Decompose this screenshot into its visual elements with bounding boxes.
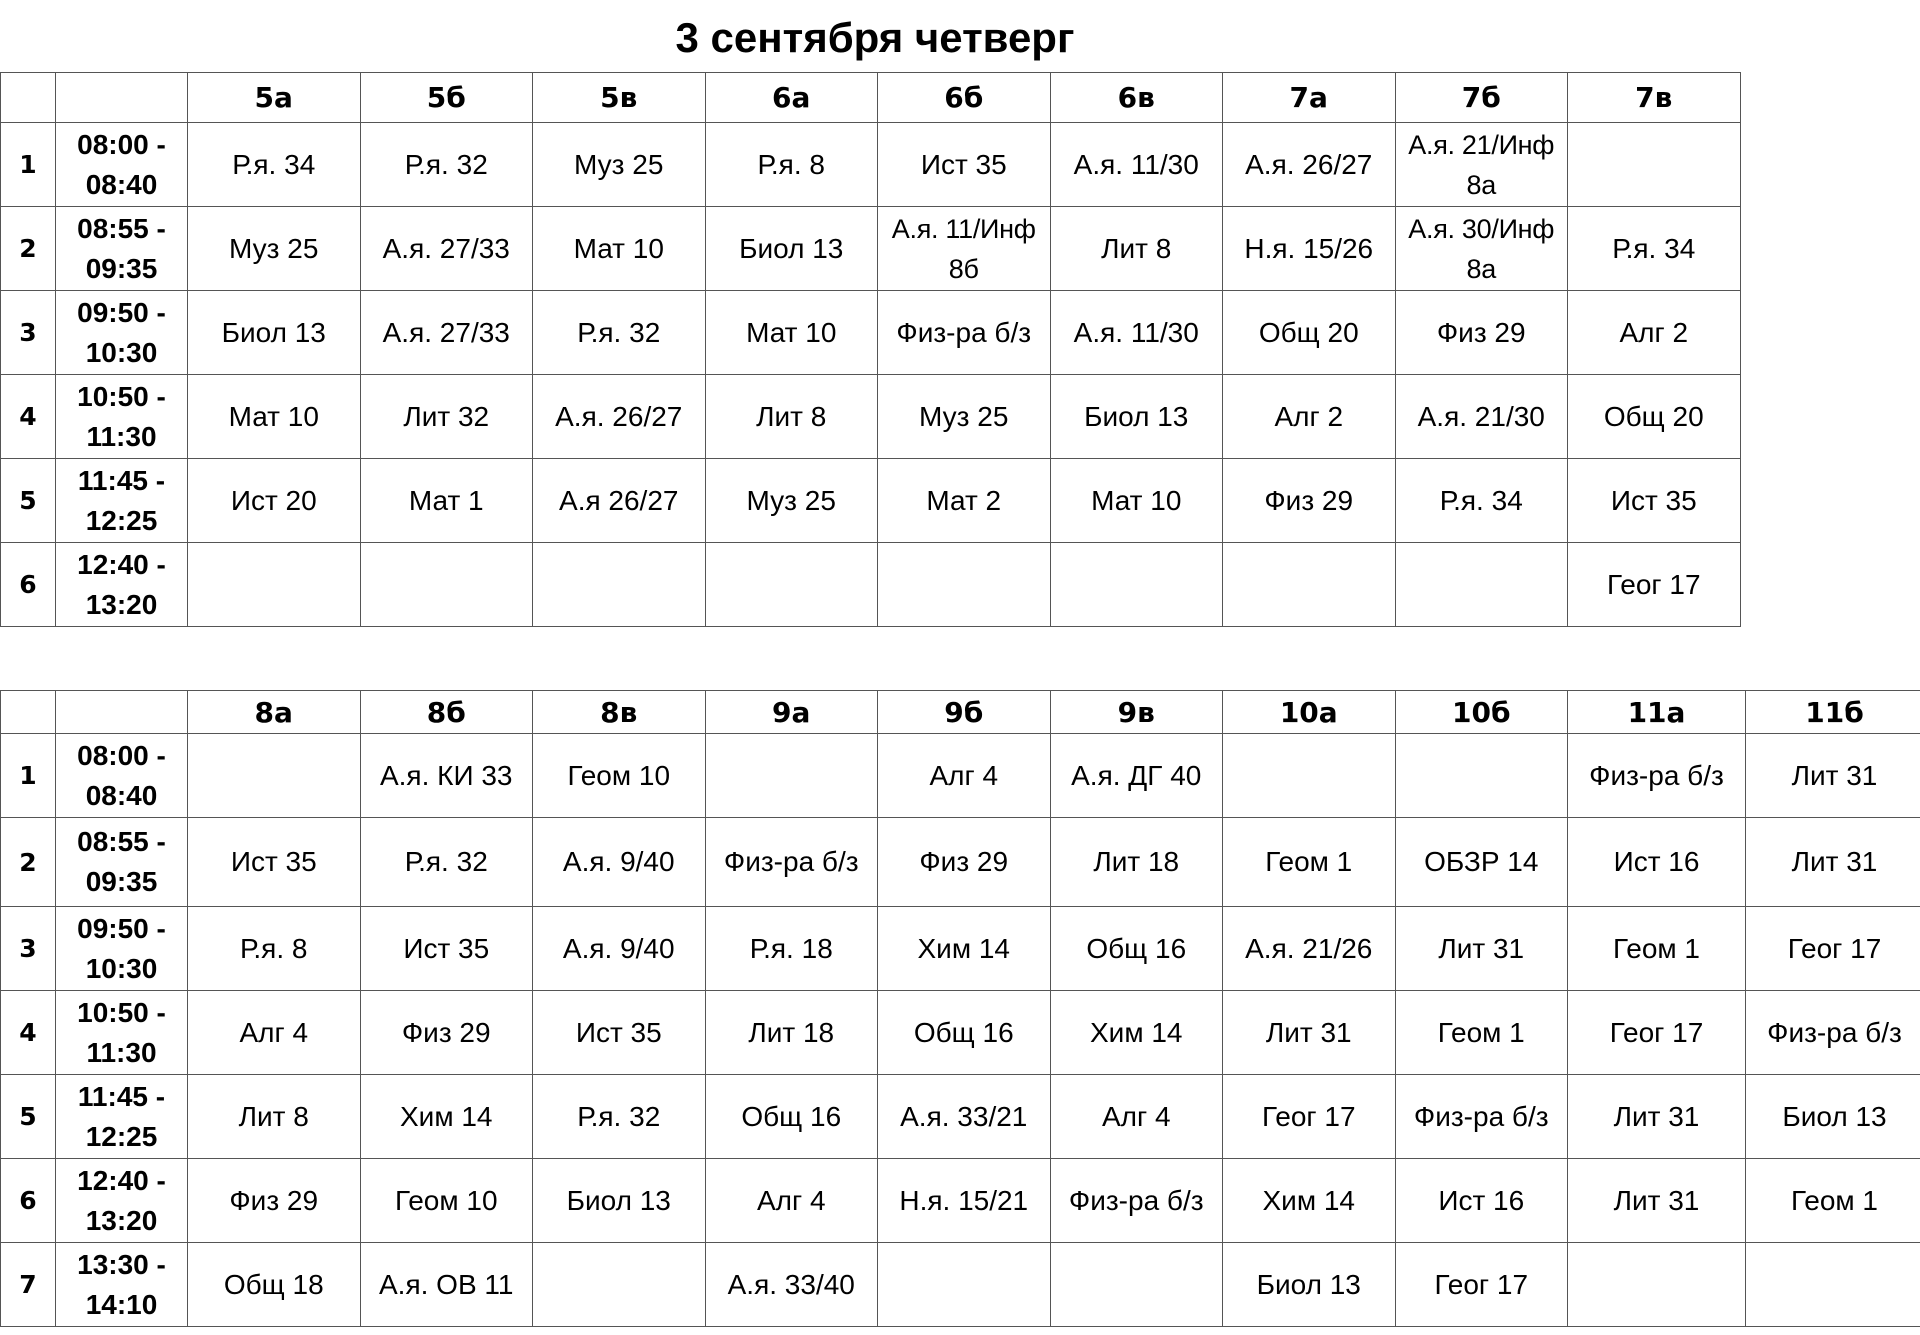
lesson-cell: Муз 25 [533, 123, 706, 207]
lesson-time: 11:45 - 12:25 [56, 1075, 188, 1159]
lesson-cell: А.я 26/27 [533, 459, 706, 543]
lesson-cell: ОБЗР 14 [1395, 818, 1568, 907]
lesson-cell [1746, 1243, 1920, 1327]
lesson-cell: Р.я. 8 [705, 123, 878, 207]
lesson-cell: Лит 31 [1746, 818, 1920, 907]
lesson-row [1, 991, 1920, 1075]
lesson-cell: Биол 13 [705, 207, 878, 291]
lesson-number: 5 [1, 459, 56, 543]
lesson-cell: А.я. 21/26 [1223, 907, 1396, 991]
lesson-cell: Ист 35 [533, 991, 706, 1075]
lesson-cell: Н.я. 15/21 [878, 1159, 1051, 1243]
lesson-cell: Геог 17 [1568, 543, 1741, 627]
lesson-cell: Р.я. 18 [705, 907, 878, 991]
lesson-cell: Лит 31 [1746, 734, 1920, 818]
lesson-cell [1050, 543, 1223, 627]
lesson-cell: Мат 10 [533, 207, 706, 291]
lesson-cell [878, 1243, 1051, 1327]
lesson-cell: Муз 25 [705, 459, 878, 543]
class-header: 9в [1050, 691, 1223, 734]
lesson-cell [1223, 543, 1396, 627]
lesson-cell: Общ 18 [188, 1243, 361, 1327]
lesson-time: 10:50 - 11:30 [56, 375, 188, 459]
lesson-cell: Алг 2 [1223, 375, 1396, 459]
lesson-cell: Биол 13 [188, 291, 361, 375]
header-row [1, 73, 1741, 123]
lesson-cell: Физ 29 [878, 818, 1051, 907]
class-header: 5б [360, 73, 533, 123]
lesson-cell: Физ-ра б/з [1746, 991, 1920, 1075]
lesson-cell: Мат 2 [878, 459, 1051, 543]
lesson-cell: Геом 1 [1395, 991, 1568, 1075]
lesson-cell: Алг 4 [188, 991, 361, 1075]
lesson-cell: Мат 10 [705, 291, 878, 375]
lesson-cell: А.я. КИ 33 [360, 734, 533, 818]
lesson-time: 10:50 - 11:30 [56, 991, 188, 1075]
lesson-cell: Биол 13 [1746, 1075, 1920, 1159]
header-row [1, 691, 1920, 734]
lesson-cell: Хим 14 [1050, 991, 1223, 1075]
lesson-time: 09:50 - 10:30 [56, 907, 188, 991]
class-header: 11а [1568, 691, 1746, 734]
time-header [56, 691, 188, 734]
lesson-cell: Р.я. 8 [188, 907, 361, 991]
lesson-time: 09:50 - 10:30 [56, 291, 188, 375]
num-header [1, 73, 56, 123]
lesson-cell: Хим 14 [1223, 1159, 1396, 1243]
lesson-cell: А.я. 21/Инф 8а [1395, 123, 1568, 207]
lesson-cell: Лит 8 [705, 375, 878, 459]
class-header: 8а [188, 691, 361, 734]
lesson-cell [1568, 123, 1741, 207]
lesson-number: 5 [1, 1075, 56, 1159]
lesson-cell: Р.я. 32 [360, 123, 533, 207]
lesson-cell [1395, 543, 1568, 627]
lesson-cell: Физ 29 [360, 991, 533, 1075]
lesson-time: 13:30 - 14:10 [56, 1243, 188, 1327]
class-header: 8б [360, 691, 533, 734]
class-header: 7б [1395, 73, 1568, 123]
class-header: 7в [1568, 73, 1741, 123]
lesson-cell: Биол 13 [1223, 1243, 1396, 1327]
lesson-row [1, 734, 1920, 818]
lesson-time: 08:55 - 09:35 [56, 818, 188, 907]
class-header: 6б [878, 73, 1051, 123]
lesson-cell: А.я. 27/33 [360, 207, 533, 291]
lesson-cell: Геом 10 [360, 1159, 533, 1243]
lesson-cell: Р.я. 34 [1395, 459, 1568, 543]
lesson-row [1, 291, 1741, 375]
lesson-cell: Геом 1 [1223, 818, 1396, 907]
lesson-row [1, 543, 1741, 627]
class-header: 11б [1746, 691, 1920, 734]
lesson-cell: А.я. 9/40 [533, 818, 706, 907]
lesson-cell: Лит 8 [1050, 207, 1223, 291]
lesson-cell: Алг 2 [1568, 291, 1741, 375]
lesson-time: 08:55 - 09:35 [56, 207, 188, 291]
lesson-cell: Лит 18 [705, 991, 878, 1075]
lesson-cell: Биол 13 [1050, 375, 1223, 459]
lesson-cell: Хим 14 [360, 1075, 533, 1159]
lesson-cell: Лит 31 [1223, 991, 1396, 1075]
lesson-cell: А.я. 26/27 [1223, 123, 1396, 207]
num-header [1, 691, 56, 734]
lesson-cell: Мат 1 [360, 459, 533, 543]
lesson-cell: А.я. 33/21 [878, 1075, 1051, 1159]
lesson-cell: Муз 25 [878, 375, 1051, 459]
lesson-number: 2 [1, 207, 56, 291]
lesson-cell: Ист 35 [878, 123, 1051, 207]
lesson-time: 08:00 - 08:40 [56, 123, 188, 207]
class-header: 9а [705, 691, 878, 734]
lesson-cell: А.я. 9/40 [533, 907, 706, 991]
lesson-cell [1395, 734, 1568, 818]
class-header: 6а [705, 73, 878, 123]
lesson-time: 11:45 - 12:25 [56, 459, 188, 543]
lesson-cell: Алг 4 [878, 734, 1051, 818]
lesson-cell: Р.я. 32 [533, 1075, 706, 1159]
lesson-number: 7 [1, 1243, 56, 1327]
lesson-row [1, 818, 1920, 907]
lesson-cell: Алг 4 [705, 1159, 878, 1243]
lesson-number: 2 [1, 818, 56, 907]
lesson-cell: Геом 10 [533, 734, 706, 818]
lesson-cell [533, 543, 706, 627]
lesson-row [1, 459, 1741, 543]
lesson-row [1, 1159, 1920, 1243]
class-header: 7а [1223, 73, 1396, 123]
lesson-cell: Физ 29 [1223, 459, 1396, 543]
lesson-cell [705, 734, 878, 818]
lesson-cell: Ист 20 [188, 459, 361, 543]
lesson-cell: Геог 17 [1223, 1075, 1396, 1159]
lesson-number: 1 [1, 734, 56, 818]
lesson-cell: Ист 35 [1568, 459, 1741, 543]
lesson-number: 3 [1, 907, 56, 991]
lesson-row [1, 123, 1741, 207]
class-header: 10б [1395, 691, 1568, 734]
lesson-cell: Мат 10 [1050, 459, 1223, 543]
class-header: 6в [1050, 73, 1223, 123]
lesson-cell: А.я. 11/30 [1050, 123, 1223, 207]
lesson-cell [533, 1243, 706, 1327]
lesson-cell: А.я. 11/Инф 8б [878, 207, 1051, 291]
schedule-table-grades-5-7 [0, 72, 1741, 627]
lesson-cell: Физ-ра б/з [705, 818, 878, 907]
lesson-cell: Ист 16 [1568, 818, 1746, 907]
lesson-cell: Н.я. 15/26 [1223, 207, 1396, 291]
lesson-cell: Физ-ра б/з [878, 291, 1051, 375]
lesson-cell: Геог 17 [1746, 907, 1920, 991]
lesson-cell: Лит 18 [1050, 818, 1223, 907]
lesson-cell: Ист 35 [360, 907, 533, 991]
lesson-cell: А.я. ДГ 40 [1050, 734, 1223, 818]
lesson-cell [188, 734, 361, 818]
lesson-number: 4 [1, 375, 56, 459]
lesson-cell: А.я. 21/30 [1395, 375, 1568, 459]
lesson-number: 3 [1, 291, 56, 375]
lesson-cell: А.я. 27/33 [360, 291, 533, 375]
lesson-cell: Муз 25 [188, 207, 361, 291]
lesson-cell: Геог 17 [1568, 991, 1746, 1075]
lesson-cell: Общ 16 [1050, 907, 1223, 991]
lesson-cell: Алг 4 [1050, 1075, 1223, 1159]
lesson-cell: Лит 31 [1568, 1159, 1746, 1243]
lesson-number: 6 [1, 1159, 56, 1243]
lesson-cell: Р.я. 34 [1568, 207, 1741, 291]
schedule-table-grades-8-11 [0, 690, 1920, 1327]
lesson-cell: Геом 1 [1746, 1159, 1920, 1243]
lesson-cell: А.я. 26/27 [533, 375, 706, 459]
lesson-cell: Общ 20 [1223, 291, 1396, 375]
lesson-cell: Общ 20 [1568, 375, 1741, 459]
lesson-cell: Р.я. 34 [188, 123, 361, 207]
lesson-cell: Лит 31 [1568, 1075, 1746, 1159]
lesson-cell: Геом 1 [1568, 907, 1746, 991]
class-header: 10а [1223, 691, 1396, 734]
lesson-cell: Физ 29 [1395, 291, 1568, 375]
lesson-cell: Ист 35 [188, 818, 361, 907]
lesson-time: 12:40 - 13:20 [56, 543, 188, 627]
lesson-cell: Хим 14 [878, 907, 1051, 991]
page-title: 3 сентября четверг [675, 14, 1075, 61]
lesson-cell: А.я. 33/40 [705, 1243, 878, 1327]
lesson-cell: Лит 31 [1395, 907, 1568, 991]
lesson-cell [1050, 1243, 1223, 1327]
class-header: 9б [878, 691, 1051, 734]
lesson-cell [878, 543, 1051, 627]
lesson-cell: А.я. ОВ 11 [360, 1243, 533, 1327]
lesson-cell [705, 543, 878, 627]
lesson-cell: Общ 16 [878, 991, 1051, 1075]
lesson-row [1, 1243, 1920, 1327]
lesson-number: 4 [1, 991, 56, 1075]
class-header: 5в [533, 73, 706, 123]
lesson-number: 6 [1, 543, 56, 627]
time-header [56, 73, 188, 123]
lesson-cell: Физ 29 [188, 1159, 361, 1243]
class-header: 8в [533, 691, 706, 734]
lesson-row [1, 907, 1920, 991]
lesson-cell [1223, 734, 1396, 818]
lesson-row [1, 375, 1741, 459]
lesson-cell: Физ-ра б/з [1568, 734, 1746, 818]
lesson-cell: Физ-ра б/з [1050, 1159, 1223, 1243]
lesson-cell: Мат 10 [188, 375, 361, 459]
lesson-cell: Биол 13 [533, 1159, 706, 1243]
lesson-row [1, 1075, 1920, 1159]
lesson-cell: А.я. 11/30 [1050, 291, 1223, 375]
lesson-cell: А.я. 30/Инф 8а [1395, 207, 1568, 291]
lesson-time: 12:40 - 13:20 [56, 1159, 188, 1243]
lesson-cell: Геог 17 [1395, 1243, 1568, 1327]
lesson-cell [1568, 1243, 1746, 1327]
lesson-cell: Р.я. 32 [360, 818, 533, 907]
lesson-row [1, 207, 1741, 291]
lesson-time: 08:00 - 08:40 [56, 734, 188, 818]
lesson-cell: Физ-ра б/з [1395, 1075, 1568, 1159]
lesson-cell [360, 543, 533, 627]
lesson-number: 1 [1, 123, 56, 207]
lesson-cell: Лит 8 [188, 1075, 361, 1159]
class-header: 5а [188, 73, 361, 123]
lesson-cell: Общ 16 [705, 1075, 878, 1159]
lesson-cell [188, 543, 361, 627]
lesson-cell: Лит 32 [360, 375, 533, 459]
lesson-cell: Р.я. 32 [533, 291, 706, 375]
lesson-cell: Ист 16 [1395, 1159, 1568, 1243]
